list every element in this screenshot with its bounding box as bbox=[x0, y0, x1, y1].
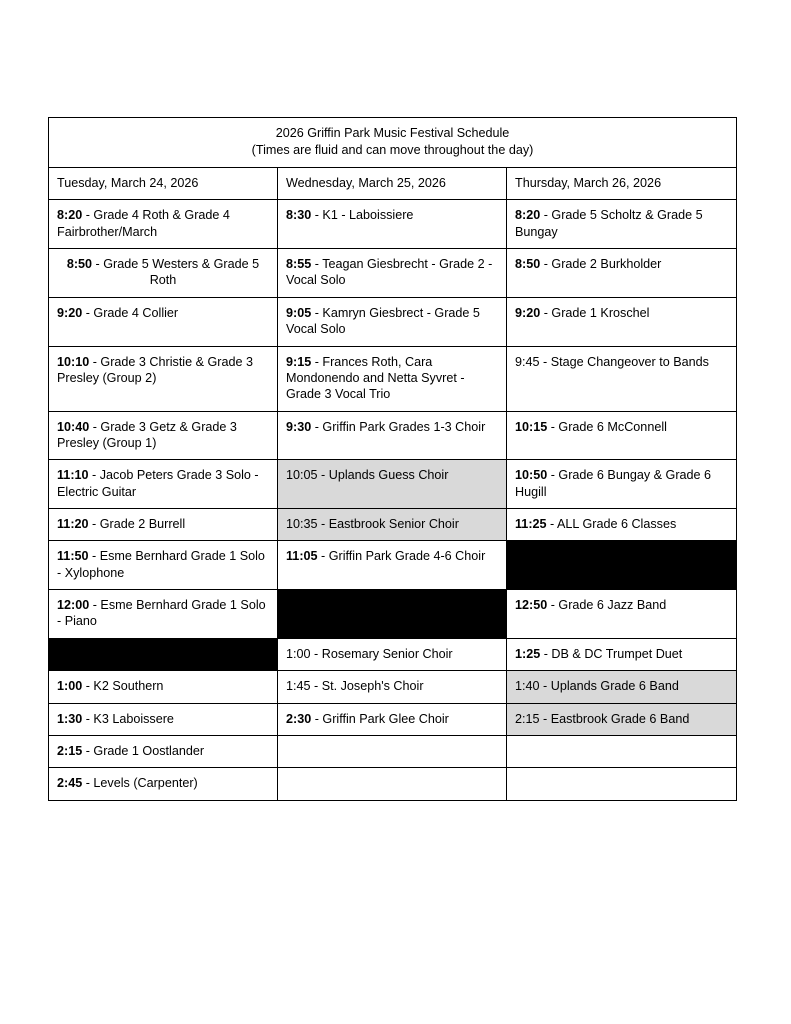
schedule-cell-tuesday: 12:00 - Esme Bernhard Grade 1 Solo - Piano bbox=[49, 590, 278, 639]
schedule-cell-thursday: 10:50 - Grade 6 Bungay & Grade 6 Hugill bbox=[507, 460, 737, 509]
title-line-2: (Times are fluid and can move throughout the day) bbox=[251, 143, 534, 157]
event-time: 2:15 bbox=[515, 711, 540, 726]
schedule-cell-wednesday: 9:15 - Frances Roth, Cara Mondonendo and Netta Syvret - Grade 3 Vocal Trio bbox=[278, 346, 507, 411]
schedule-row bbox=[49, 509, 737, 541]
schedule-cell-tuesday: 2:45 - Levels (Carpenter) bbox=[49, 768, 278, 800]
event-time: 9:15 bbox=[286, 354, 312, 369]
schedule-cell-wednesday: 8:55 - Teagan Giesbrecht - Grade 2 - Vocal Solo bbox=[278, 249, 507, 298]
schedule-cell-tuesday: 2:15 - Grade 1 Oostlander bbox=[49, 735, 278, 767]
event-description: Grade 2 Burkholder bbox=[551, 257, 662, 272]
column-header-row bbox=[49, 168, 737, 200]
event-description: Grade 6 McConnell bbox=[558, 419, 667, 434]
event-time: 8:30 bbox=[286, 208, 312, 223]
event-time: 12:00 bbox=[57, 598, 90, 613]
event-time: 10:05 bbox=[286, 468, 318, 483]
event-description: Uplands Guess Choir bbox=[328, 468, 449, 483]
event-description: St. Joseph's Choir bbox=[321, 679, 424, 694]
event-description: Grade 5 Scholtz & Grade 5 Bungay bbox=[515, 208, 703, 239]
event-description: K1 - Laboissiere bbox=[322, 208, 414, 223]
schedule-cell-wednesday bbox=[278, 768, 507, 800]
event-time: 11:05 bbox=[286, 549, 318, 564]
schedule-body bbox=[49, 118, 737, 801]
event-description: Grade 2 Burrell bbox=[99, 517, 186, 532]
event-description: Esme Bernhard Grade 1 Solo - Xylophone bbox=[57, 549, 265, 580]
schedule-row bbox=[49, 671, 737, 703]
event-time: 9:30 bbox=[286, 419, 312, 434]
schedule-row bbox=[49, 541, 737, 590]
event-time: 8:50 bbox=[66, 257, 93, 272]
schedule-cell-thursday: 10:15 - Grade 6 McConnell bbox=[507, 411, 737, 460]
event-description: K3 Laboissere bbox=[93, 711, 174, 726]
event-time: 9:20 bbox=[57, 305, 83, 320]
event-time: 12:50 bbox=[515, 598, 548, 613]
schedule-cell-wednesday: 9:30 - Griffin Park Grades 1-3 Choir bbox=[278, 411, 507, 460]
event-description: Grade 5 Westers & Grade 5 Roth bbox=[103, 257, 260, 288]
event-description: Eastbrook Senior Choir bbox=[328, 517, 459, 532]
event-time: 11:20 bbox=[57, 517, 89, 532]
event-time: 8:20 bbox=[57, 208, 83, 223]
schedule-cell-thursday: 9:45 - Stage Changeover to Bands bbox=[507, 346, 737, 411]
festival-schedule-table bbox=[48, 117, 737, 801]
event-description: Frances Roth, Cara Mondonendo and Netta Syvret - Grade 3 Vocal Trio bbox=[286, 354, 465, 402]
event-time: 2:45 bbox=[57, 776, 83, 791]
event-description: Grade 4 Collier bbox=[93, 305, 179, 320]
event-description: Griffin Park Grades 1-3 Choir bbox=[322, 419, 486, 434]
schedule-cell-tuesday bbox=[49, 638, 278, 670]
event-time: 10:50 bbox=[515, 468, 548, 483]
event-time: 2:30 bbox=[286, 711, 312, 726]
event-time: 11:50 bbox=[57, 549, 89, 564]
schedule-cell-tuesday: 11:50 - Esme Bernhard Grade 1 Solo - Xylophone bbox=[49, 541, 278, 590]
event-time: 8:20 bbox=[515, 208, 541, 223]
event-time: 11:10 bbox=[57, 468, 89, 483]
schedule-cell-wednesday: 2:30 - Griffin Park Glee Choir bbox=[278, 703, 507, 735]
event-time: 1:00 bbox=[286, 646, 311, 661]
schedule-row bbox=[49, 460, 737, 509]
event-description: Grade 4 Roth & Grade 4 Fairbrother/March bbox=[57, 208, 230, 239]
event-description: Stage Changeover to Bands bbox=[550, 354, 709, 369]
title-row bbox=[49, 118, 737, 168]
event-description: Grade 1 Kroschel bbox=[551, 305, 650, 320]
event-description: Grade 6 Bungay & Grade 6 Hugill bbox=[515, 468, 712, 499]
schedule-row bbox=[49, 346, 737, 411]
event-description: K2 Southern bbox=[93, 679, 164, 694]
column-header-thursday: Thursday, March 26, 2026 bbox=[507, 168, 737, 200]
schedule-row bbox=[49, 638, 737, 670]
event-description: Eastbrook Grade 6 Band bbox=[550, 711, 690, 726]
column-header-wednesday: Wednesday, March 25, 2026 bbox=[278, 168, 507, 200]
schedule-cell-thursday: 2:15 - Eastbrook Grade 6 Band bbox=[507, 703, 737, 735]
schedule-cell-wednesday: 10:05 - Uplands Guess Choir bbox=[278, 460, 507, 509]
event-time: 8:50 bbox=[515, 257, 541, 272]
schedule-cell-tuesday: 11:10 - Jacob Peters Grade 3 Solo - Electric Guitar bbox=[49, 460, 278, 509]
event-description: Levels (Carpenter) bbox=[93, 776, 198, 791]
schedule-cell-tuesday: 1:00 - K2 Southern bbox=[49, 671, 278, 703]
schedule-cell-tuesday: 10:40 - Grade 3 Getz & Grade 3 Presley (Group 1) bbox=[49, 411, 278, 460]
schedule-cell-thursday: 8:50 - Grade 2 Burkholder bbox=[507, 249, 737, 298]
event-time: 10:35 bbox=[286, 517, 318, 532]
event-time: 1:40 bbox=[515, 679, 540, 694]
event-time: 9:45 bbox=[515, 354, 540, 369]
schedule-cell-thursday: 11:25 - ALL Grade 6 Classes bbox=[507, 509, 737, 541]
event-description: Grade 3 Getz & Grade 3 Presley (Group 1) bbox=[57, 419, 237, 450]
schedule-cell-wednesday: 8:30 - K1 - Laboissiere bbox=[278, 200, 507, 249]
schedule-cell-thursday: 1:40 - Uplands Grade 6 Band bbox=[507, 671, 737, 703]
event-time: 9:20 bbox=[515, 305, 541, 320]
schedule-row bbox=[49, 411, 737, 460]
event-description: Kamryn Giesbrect - Grade 5 Vocal Solo bbox=[286, 305, 480, 337]
event-time: 11:25 bbox=[515, 517, 547, 532]
title-line-1: 2026 Griffin Park Music Festival Schedule bbox=[275, 126, 510, 140]
event-description: Uplands Grade 6 Band bbox=[550, 679, 679, 694]
schedule-cell-wednesday: 1:45 - St. Joseph's Choir bbox=[278, 671, 507, 703]
schedule-title-cell bbox=[49, 118, 737, 168]
event-description: Rosemary Senior Choir bbox=[321, 646, 453, 661]
event-time: 9:05 bbox=[286, 305, 312, 320]
schedule-cell-tuesday: 8:50 - Grade 5 Westers & Grade 5 Roth bbox=[49, 249, 278, 298]
event-time: 10:15 bbox=[515, 419, 548, 434]
schedule-container bbox=[48, 117, 736, 801]
schedule-row bbox=[49, 297, 737, 346]
schedule-cell-wednesday: 10:35 - Eastbrook Senior Choir bbox=[278, 509, 507, 541]
event-time: 1:30 bbox=[57, 711, 83, 726]
schedule-cell-tuesday: 9:20 - Grade 4 Collier bbox=[49, 297, 278, 346]
event-description: Grade 1 Oostlander bbox=[93, 743, 205, 758]
event-time: 2:15 bbox=[57, 743, 83, 758]
schedule-cell-thursday: 9:20 - Grade 1 Kroschel bbox=[507, 297, 737, 346]
event-time: 8:55 bbox=[286, 257, 312, 272]
event-description: Griffin Park Grade 4-6 Choir bbox=[328, 549, 486, 564]
schedule-cell-wednesday bbox=[278, 735, 507, 767]
event-description: Esme Bernhard Grade 1 Solo - Piano bbox=[57, 598, 266, 629]
schedule-row bbox=[49, 768, 737, 800]
schedule-cell-tuesday: 11:20 - Grade 2 Burrell bbox=[49, 509, 278, 541]
event-description: DB & DC Trumpet Duet bbox=[551, 646, 683, 661]
schedule-cell-tuesday: 8:20 - Grade 4 Roth & Grade 4 Fairbrother/March bbox=[49, 200, 278, 249]
schedule-row bbox=[49, 200, 737, 249]
schedule-cell-wednesday: 1:00 - Rosemary Senior Choir bbox=[278, 638, 507, 670]
event-description: Grade 3 Christie & Grade 3 Presley (Group 2) bbox=[57, 354, 254, 385]
event-time: 1:25 bbox=[515, 646, 541, 661]
event-description: Jacob Peters Grade 3 Solo - Electric Guitar bbox=[57, 468, 259, 499]
schedule-cell-tuesday: 10:10 - Grade 3 Christie & Grade 3 Presley (Group 2) bbox=[49, 346, 278, 411]
schedule-cell-thursday: 8:20 - Grade 5 Scholtz & Grade 5 Bungay bbox=[507, 200, 737, 249]
schedule-cell-wednesday: 11:05 - Griffin Park Grade 4-6 Choir bbox=[278, 541, 507, 590]
column-header-tuesday: Tuesday, March 24, 2026 bbox=[49, 168, 278, 200]
event-time: 1:45 bbox=[286, 679, 311, 694]
schedule-row bbox=[49, 735, 737, 767]
event-description: Teagan Giesbrecht - Grade 2 - Vocal Solo bbox=[286, 257, 493, 288]
schedule-cell-wednesday bbox=[278, 590, 507, 639]
schedule-row bbox=[49, 590, 737, 639]
schedule-cell-thursday bbox=[507, 541, 737, 590]
event-description: ALL Grade 6 Classes bbox=[557, 517, 677, 532]
schedule-cell-thursday: 1:25 - DB & DC Trumpet Duet bbox=[507, 638, 737, 670]
event-time: 10:10 bbox=[57, 354, 90, 369]
event-time: 1:00 bbox=[57, 679, 83, 694]
schedule-cell-wednesday: 9:05 - Kamryn Giesbrect - Grade 5 Vocal Solo bbox=[278, 297, 507, 346]
schedule-cell-thursday: 12:50 - Grade 6 Jazz Band bbox=[507, 590, 737, 639]
event-description: Grade 6 Jazz Band bbox=[558, 598, 667, 613]
event-description: Griffin Park Glee Choir bbox=[322, 711, 449, 726]
schedule-row bbox=[49, 703, 737, 735]
schedule-row bbox=[49, 249, 737, 298]
schedule-cell-thursday bbox=[507, 768, 737, 800]
schedule-cell-thursday bbox=[507, 735, 737, 767]
schedule-cell-tuesday: 1:30 - K3 Laboissere bbox=[49, 703, 278, 735]
event-time: 10:40 bbox=[57, 419, 90, 434]
